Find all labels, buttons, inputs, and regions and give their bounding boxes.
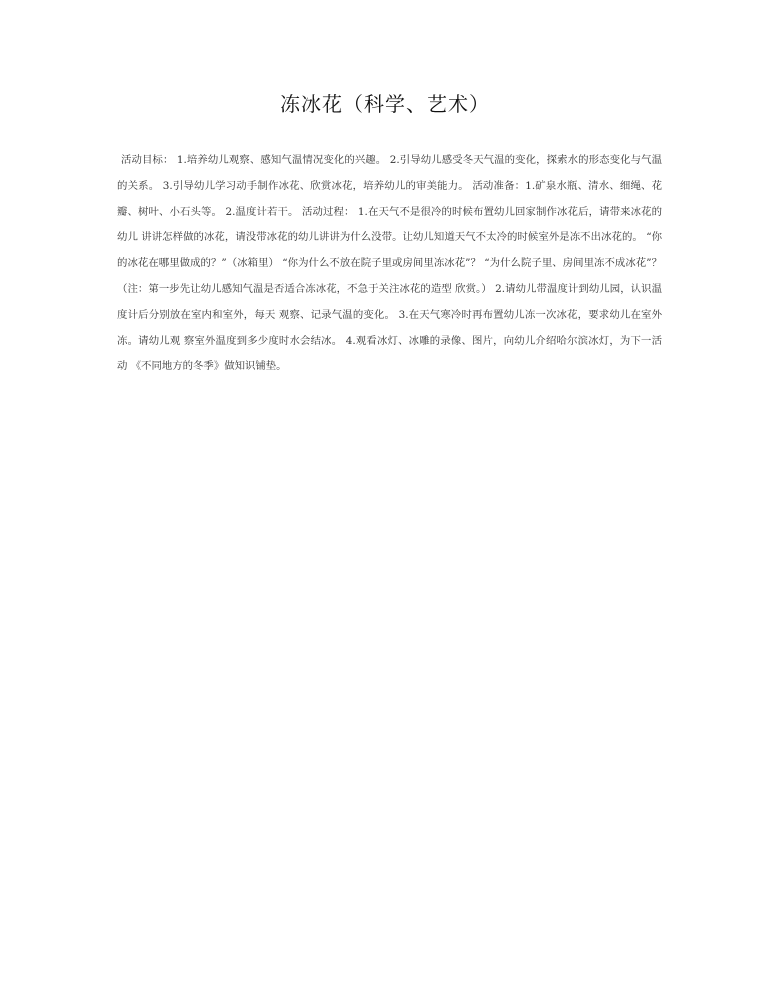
document-title: 冻冰花（科学、艺术） bbox=[280, 92, 490, 116]
document-body: 活动目标： 1.培养幼儿观察、感知气温情况变化的兴趣。 2.引导幼儿感受冬天气温的变化，探索水的形态变化与气温的关系。 3.引导幼儿学习动手制作冰花、欣赏冰花，培养幼儿的审美能力。 活动准备：1.矿泉水瓶、清水、细绳、花瓣、树叶、小石头等。 2.温度计若干。 活动过程： 1.在天气不是很冷的时候布置幼儿回家制作冰花后，请带来冰花的幼儿 讲讲怎样做的冰花，请没带冰花的幼儿讲讲为什么没带。让幼儿知道天气不太冷的时候室外是冻不出冰花的。 “你的冰花在哪里做成的？”（冰箱里） “你为什么不放在院子里或房间里冻冰花”？ “为什么院子里、房间里冻不成冰花”？ （注：第一步先让幼儿感知气温是否适合冻冰花，不急于关注冰花的造型 欣赏。） 2.请幼儿带温度计到幼儿园，认识温度计后分别放在室内和室外，每天 观察、记录气温的变化。 3.在天气寒冷时再布置幼儿冻一次冰花，要求幼儿在室外冻。请幼儿观 察室外温度到多少度时水会结冰。 4.观看冰灯、冰雕的录像、图片，向幼儿介绍哈尔滨冰灯，为下一活动 《不同地方的冬季》做知识铺垫。 bbox=[117, 154, 662, 373]
